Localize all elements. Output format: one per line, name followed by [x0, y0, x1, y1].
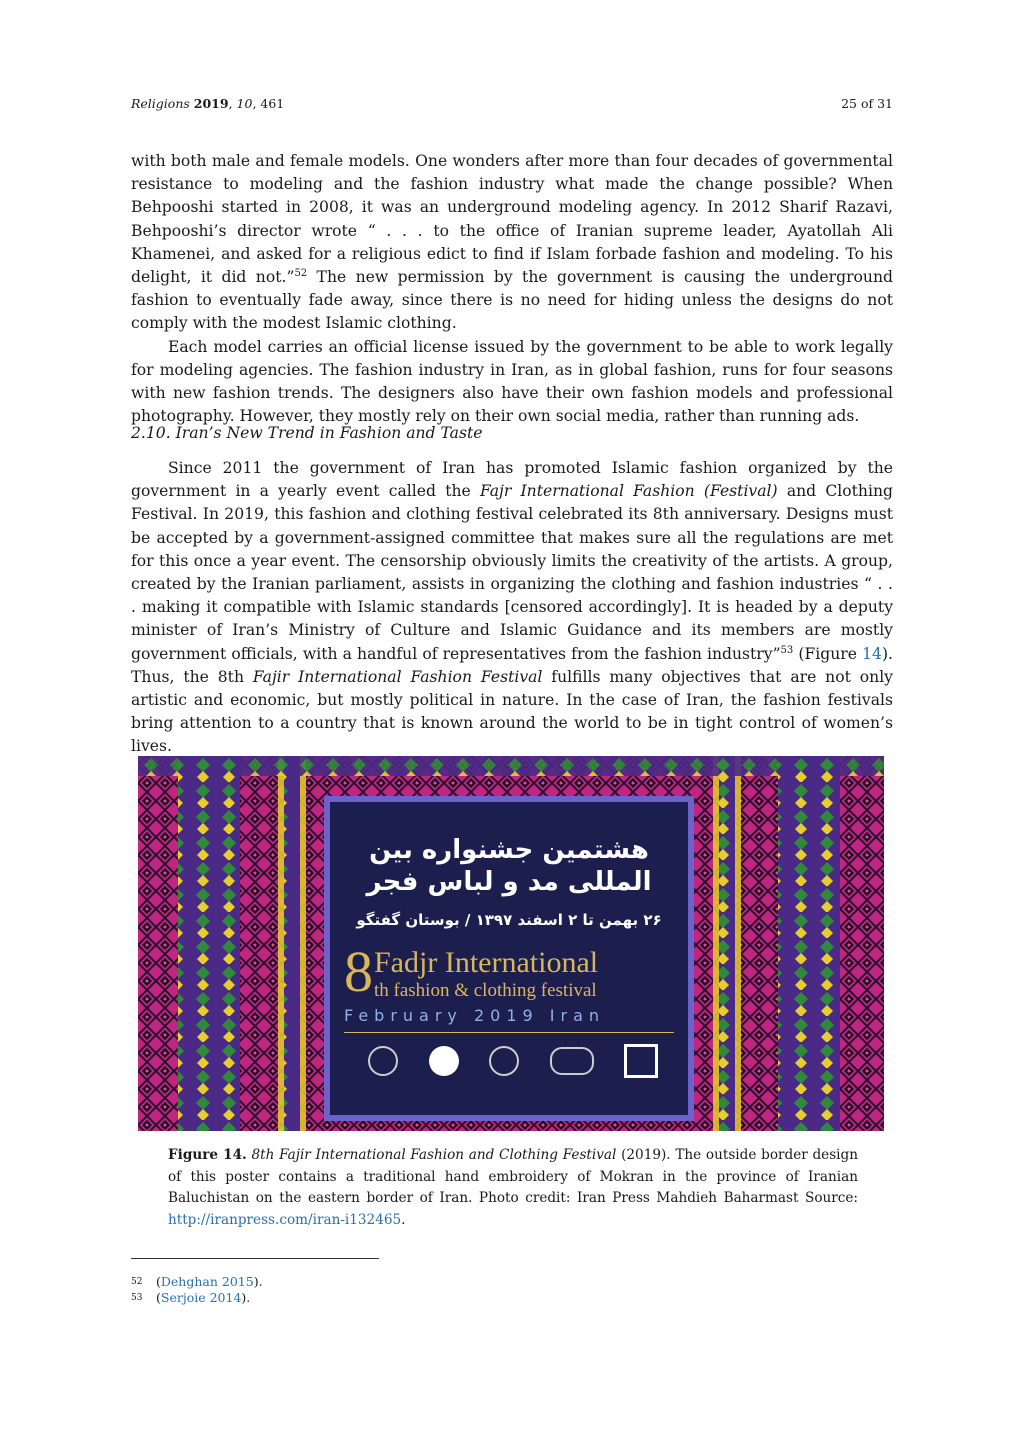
journal-year: 2019 [193, 96, 229, 111]
caption-label: Figure 14. [168, 1147, 247, 1163]
footnote-number: 53 [131, 1293, 143, 1303]
paragraph [131, 457, 893, 759]
poster-persian-date: ۲۶ بهمن تا ۲ اسفند ۱۳۹۷ / بوستان گفتگو [356, 911, 662, 929]
journal-name: Religions [131, 96, 190, 111]
reference-link[interactable]: Serjoie 2014 [160, 1290, 242, 1305]
poster-line2: th fashion & clothing festival [374, 980, 597, 1001]
paragraph-text: and Clothing Festival. In 2019, this fashion and clothing festival celebrated its 8th anniversary. Designs must be accepted by a government-assigned committee that makes sure all the regulations are met for this once a year event. The censorship obviously limits the creativity of the artists. A group, created by the Iranian parliament, assists in organizing the clothing and fashion industries “ . . . making it compatible with Islamic standards [censored accordingly]. It is headed by a deputy minister of Iran’s Ministry of Culture and Islamic Guidance and its members are mostly government officials, with a handful of representatives from the fashion industry” [131, 482, 893, 663]
footnote-text [156, 1274, 263, 1290]
emblem-icon [429, 1046, 459, 1076]
emblem-icon [489, 1046, 519, 1076]
poster-big-number: 8 [344, 939, 373, 1004]
figure-caption [168, 1145, 858, 1231]
caption-text: . [401, 1211, 406, 1228]
caption-text: (2019). The outside border design of this poster contains a traditional hand embroidery of Mokran in the province of Iranian Baluchistan on the eastern border of Iran. Photo credit: Iran Press Mahdieh Baharmast Source: [168, 1147, 858, 1207]
poster-logos [368, 1044, 658, 1078]
footnote-number: 52 [131, 1277, 143, 1287]
footnote-paren: ). [253, 1274, 263, 1289]
caption-title: 8th Fajir International Fashion and Clothing Festival [251, 1147, 617, 1163]
section-heading: 2.10. Iran’s New Trend in Fashion and Taste [131, 424, 483, 442]
figure-link[interactable]: 14 [862, 644, 882, 663]
festival-poster-image [138, 756, 884, 1131]
calligraphy-logo-icon [624, 1044, 658, 1078]
paragraph-text: (Figure [793, 644, 863, 663]
paragraph-text: fulfills many objectives that are not only artistic and economic, but mostly political in nature. In the case of Iran, the fashion festivals bring attention to a country that is known around the world to be in tight control of women’s lives. [131, 667, 893, 756]
body-text-top [131, 150, 893, 428]
italic-text: Fajir International Fashion Festival [252, 667, 543, 686]
poster-persian-title: هشتمین جشنواره بین المللی مد و لباس فجر [366, 835, 652, 897]
footnote-paren: ( [156, 1274, 161, 1289]
footnote-rule [131, 1258, 379, 1259]
paragraph-text: ). Thus, the 8th [131, 644, 893, 686]
source-link[interactable]: http://iranpress.com/iran-i132465 [168, 1211, 402, 1228]
running-header [131, 96, 893, 111]
body-text-section [131, 457, 893, 759]
journal-volume: 10 [236, 96, 253, 111]
footnote-text [156, 1290, 250, 1306]
paragraph [131, 336, 893, 429]
paragraph [131, 150, 893, 336]
paragraph-text: Each model carries an official license issued by the government to be able to work legally for modeling agencies. The fashion industry in Iran, as in global fashion, runs for four seasons with new fashion trends. The designers also have their own fashion models and professional photography. However, they mostly rely on their own social media, rather than running ads. [131, 337, 893, 426]
paragraph-text: Since 2011 the government of Iran has promoted Islamic fashion organized by the government in a yearly event called the [131, 459, 893, 501]
footnote-item [131, 1290, 263, 1306]
footnote-paren: ( [156, 1290, 161, 1305]
poster-line3: February 2019 Iran [344, 1006, 606, 1025]
footnote-ref[interactable]: 53 [780, 644, 794, 656]
emblem-icon [550, 1047, 594, 1075]
poster-divider [344, 1032, 674, 1033]
paragraph-text: The new permission by the government is causing the underground fashion to eventually fade away, since there is no need for hiding unless the designs do not comply with the modest Islamic clothing. [131, 268, 894, 333]
reference-link[interactable]: Dehghan 2015 [160, 1274, 254, 1289]
paragraph-text: with both male and female models. One wonders after more than four decades of governmental resistance to modeling and the fashion industry what made the change possible? When Behpooshi started in 2008, it was an underground modeling agency. In 2012 Sharif Razavi, Behpooshi’s director wrote “ . . . to the office of Iranian supreme leader, Ayatollah Ali Khamenei, and asked for a religious edict to find if Islam forbade fashion and modeling. To his delight, it did not.” [131, 152, 893, 287]
header-citation: Religions 2019, 10, 461 [131, 96, 285, 111]
page-number: 25 of 31 [841, 96, 893, 111]
emblem-icon [368, 1046, 398, 1076]
article-number: 461 [260, 96, 285, 111]
footnote-item [131, 1274, 263, 1290]
footnotes [131, 1274, 263, 1306]
poster-line1: Fadjr International [374, 946, 599, 979]
footnote-ref[interactable]: 52 [294, 267, 308, 279]
footnote-paren: ). [241, 1290, 251, 1305]
italic-text: Fajr International Fashion (Festival) [479, 482, 778, 501]
